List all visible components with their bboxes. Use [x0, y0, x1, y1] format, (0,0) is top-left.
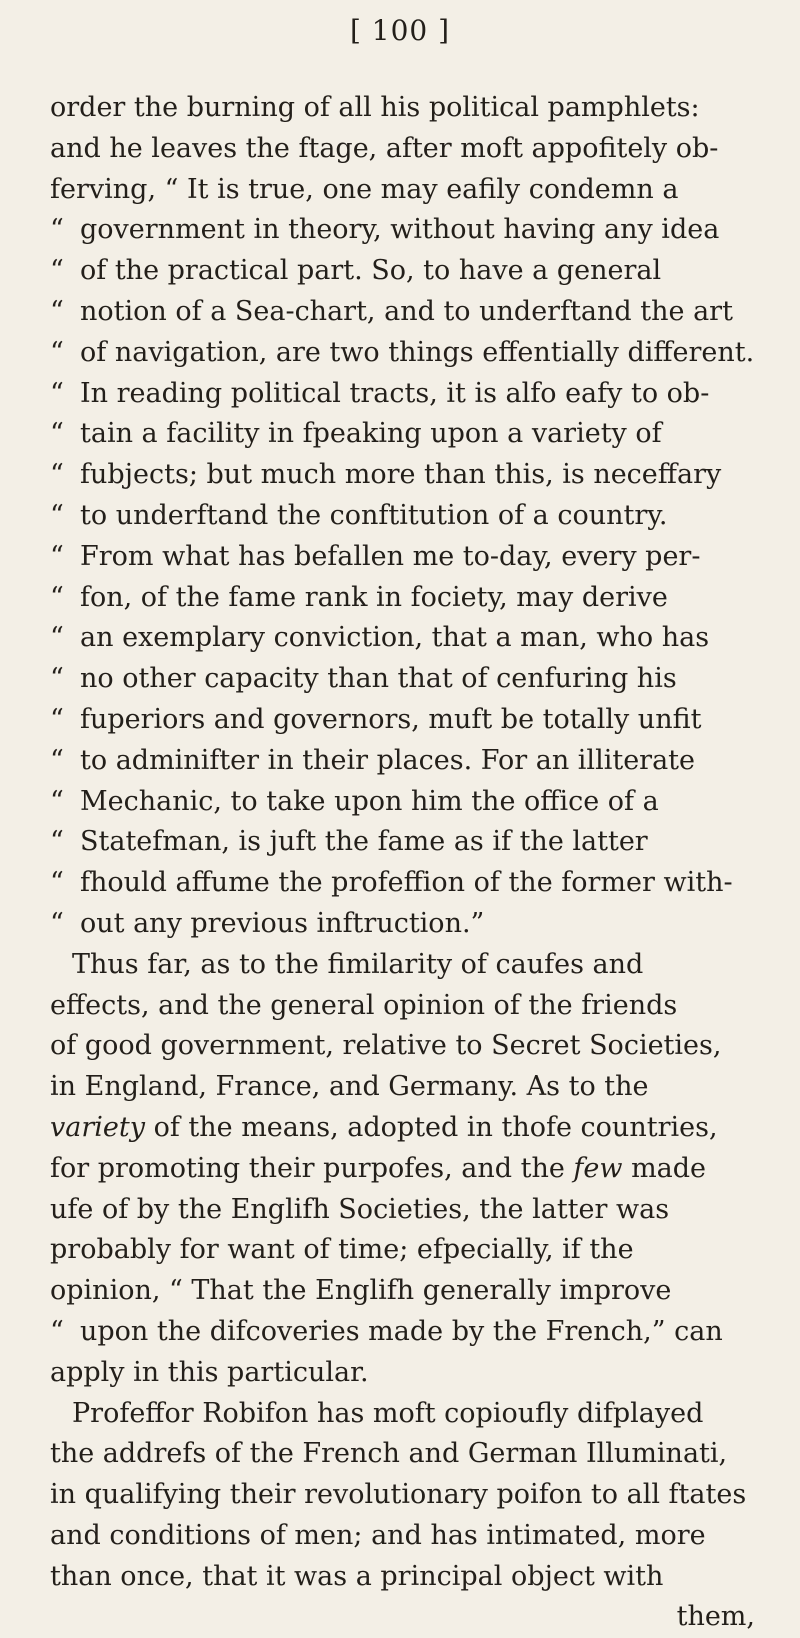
- text-line: ufe of by the Englifh Societies, the latter was: [50, 1193, 670, 1225]
- text-line: apply in this particular.: [50, 1356, 369, 1388]
- text-line: “ fubjects; but much more than this, is neceffary: [50, 455, 775, 496]
- text-line: in qualifying their revolutionary poifon to all ftates: [50, 1479, 747, 1511]
- text-line: variety of the means, adopted in thofe countries,: [50, 1111, 718, 1143]
- text-line: probably for want of time; efpecially, if the: [50, 1234, 634, 1266]
- text-line: “ to adminifter in their places. For an illiterate: [50, 741, 775, 782]
- page-number-header: [ 100 ]: [349, 14, 451, 47]
- text-line: “ to underftand the conftitution of a country.: [50, 496, 775, 537]
- text-line: “ upon the difcoveries made by the French,” can: [50, 1312, 775, 1353]
- quote-mark: “: [50, 1315, 64, 1347]
- body-text: [50, 88, 775, 1638]
- quote-mark: “: [50, 418, 64, 450]
- quote-mark: “: [50, 336, 64, 368]
- text-line: Profeffor Robifon has moft copioufly difplayed: [72, 1397, 704, 1429]
- quote-mark: “: [50, 744, 64, 776]
- quote-mark: “: [50, 622, 64, 654]
- text-line: in England, France, and Germany. As to the: [50, 1071, 649, 1103]
- quote-mark: “: [50, 663, 64, 695]
- text-line: “ of navigation, are two things effentially different.: [50, 333, 775, 374]
- quote-mark: “: [50, 377, 64, 409]
- catchword-line: them,: [676, 1601, 755, 1633]
- text-line: “ of the practical part. So, to have a general: [50, 251, 775, 292]
- emphasis-few: few: [573, 1152, 623, 1184]
- text-line: “ fuperiors and governors, muft be totally unfit: [50, 700, 775, 741]
- quote-mark: “: [50, 459, 64, 491]
- text-line: “ fon, of the fame rank in fociety, may derive: [50, 578, 775, 619]
- text-line: ferving, “ It is true, one may eafily condemn a: [50, 173, 679, 205]
- quote-mark: “: [50, 295, 64, 327]
- quote-mark: “: [50, 867, 64, 899]
- text-line: “ notion of a Sea-chart, and to underftand the art: [50, 292, 775, 333]
- text-line: and he leaves the ftage, after moft appofitely ob-: [50, 132, 719, 164]
- text-line: effects, and the general opinion of the friends: [50, 989, 678, 1021]
- text-line: of good government, relative to Secret Societies,: [50, 1030, 722, 1062]
- text-line: “ tain a facility in fpeaking upon a variety of: [50, 414, 775, 455]
- text-line: opinion, “ That the Englifh generally improve: [50, 1275, 672, 1307]
- text-line: “ From what has befallen me to-day, every per-: [50, 537, 775, 578]
- text-line: “ out any previous inftruction.”: [50, 904, 775, 945]
- text-line: order the burning of all his political pamphlets:: [50, 92, 700, 123]
- emphasis-variety: variety: [50, 1111, 145, 1143]
- quote-mark: “: [50, 499, 64, 531]
- quote-mark: “: [50, 826, 64, 858]
- text-line: “ government in theory, without having any idea: [50, 210, 775, 251]
- quote-mark: “: [50, 540, 64, 572]
- quote-mark: “: [50, 703, 64, 735]
- text-line: for promoting their purpofes, and the few made: [50, 1152, 707, 1184]
- quote-mark: “: [50, 907, 64, 939]
- text-line: than once, that it was a principal object with: [50, 1560, 664, 1592]
- quote-mark: “: [50, 785, 64, 817]
- text-line: “ Mechanic, to take upon him the office of a: [50, 782, 775, 823]
- text-line: “ no other capacity than that of cenfuring his: [50, 659, 775, 700]
- text-line: “ fhould affume the profeffion of the former with-: [50, 863, 775, 904]
- text-line: “ an exemplary conviction, that a man, who has: [50, 618, 775, 659]
- text-line: “ In reading political tracts, it is alfo eafy to ob-: [50, 374, 775, 415]
- quote-mark: “: [50, 581, 64, 613]
- text-line: the addrefs of the French and German Illuminati,: [50, 1438, 728, 1470]
- text-line: and conditions of men; and has intimated, more: [50, 1519, 706, 1551]
- text-line: “ Statefman, is juft the fame as if the latter: [50, 822, 775, 863]
- quote-mark: “: [50, 214, 64, 246]
- text-line: Thus far, as to the fimilarity of caufes and: [72, 948, 644, 980]
- quote-mark: “: [50, 255, 64, 287]
